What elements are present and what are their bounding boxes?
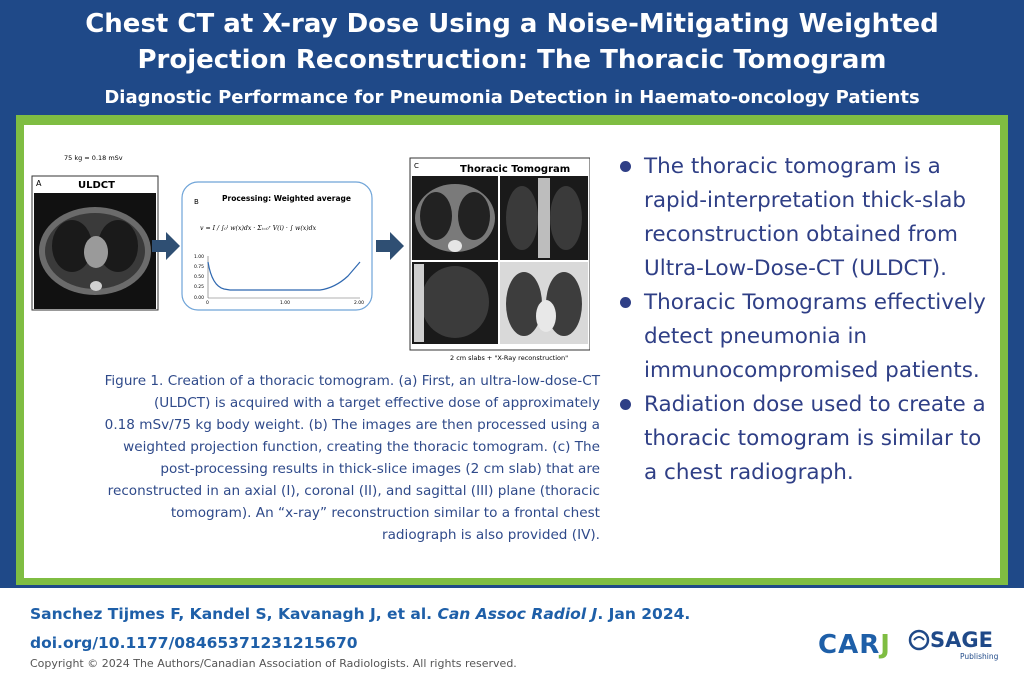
key-point [618,286,998,388]
figure-1 [30,146,590,366]
bullet-dot-icon [620,297,631,308]
caption-line: post-processing results in thick-slice images (2 cm slab) that are [160,461,600,477]
tomogram-coronal [500,176,588,260]
tomogram-sagittal [412,262,498,344]
carj-logo [818,630,891,660]
sage-logo-text: SAGE [930,628,993,652]
key-point [618,388,998,490]
carj-logo-car: CAR [818,630,881,660]
caption-line: 0.18 mSv/75 kg body weight. (b) The images are then processed using a [104,417,600,433]
figure-caption [30,370,600,546]
y-tick-2: 0.75 [194,265,205,270]
y-tick-3: 0.50 [194,275,205,280]
citation [30,603,690,625]
dose-label: 75 kg = 0.18 mSv [64,154,123,162]
key-point [618,150,998,286]
key-points-list [618,150,998,490]
bullet-dot-icon [620,161,631,172]
page-subtitle: Diagnostic Performance for Pneumonia Detection in Haemato-oncology Patients [104,87,920,108]
caption-line: tomogram). An “x-ray” reconstruction similar to a frontal chest [170,505,600,521]
page-title [0,6,1024,78]
y-tick-4: 0.25 [194,285,205,290]
citation-authors: Sanchez Tijmes F, Kandel S, Kavanagh J, et al. [30,605,433,623]
caption-line: reconstructed in an axial (I), coronal (II), and sagittal (III) plane (thoracic [107,483,600,499]
x-tick-3: 2.00 [354,301,365,306]
key-point-text: Radiation dose used to create a thoracic tomogram is similar to a chest radiograph. [644,392,986,485]
key-point-text: The thoracic tomogram is a rapid-interpretation thick-slab reconstruction obtained from Ultra-Low-Dose-CT (ULDCT). [644,154,967,281]
key-point-text: Thoracic Tomograms effectively detect pneumonia in immunocompromised patients. [644,290,986,383]
panel-b-letter: B [194,198,199,206]
bullet-dot-icon [620,399,631,410]
caption-line: weighted projection function, creating the thoracic tomogram. (c) The [123,439,600,455]
title-line-1: Chest CT at X-ray Dose Using a Noise-Mitigating Weighted [85,9,939,39]
panel-b-title: Processing: Weighted average [222,194,351,203]
panel-c-footer: 2 cm slabs + "X-Ray reconstruction" [450,354,569,362]
y-tick-1: 1.00 [194,255,205,260]
panel-a-letter: A [36,179,42,188]
panel-a-title: ULDCT [78,180,115,191]
citation-journal: Can Assoc Radiol J [437,605,598,623]
panel-c-letter: C [414,162,419,170]
sage-logo-subtext: Publishing [960,652,999,661]
caption-line: Figure 1. Creation of a thoracic tomogram. (a) First, an ultra-low-dose-CT [104,373,600,389]
title-line-2: Projection Reconstruction: The Thoracic Tomogram [137,45,887,75]
panel-b-formula: v = I / ∫₀ˡ w(x)dx · Σᵢ₌₀ʳ V(i) · ∫ w(x)dx [200,225,317,232]
arrow-b-to-c [376,232,404,260]
y-tick-5: 0.00 [194,296,205,301]
tomogram-axial [412,176,498,260]
panel-c-title: Thoracic Tomogram [460,164,571,175]
copyright: Copyright © 2024 The Authors/Canadian Association of Radiologists. All rights reserved. [30,657,517,670]
caption-line: (ULDCT) is acquired with a target effective dose of approximately [153,395,600,411]
doi-link[interactable]: doi.org/10.1177/08465371231215670 [30,634,358,652]
citation-date: . Jan 2024. [597,605,691,623]
tomogram-xray [500,262,588,344]
x-tick-2: 1.00 [280,301,291,306]
carj-logo-j: J [880,630,891,660]
x-tick-1: 0 [206,301,209,306]
caption-line: radiograph is also provided (IV). [382,527,600,543]
